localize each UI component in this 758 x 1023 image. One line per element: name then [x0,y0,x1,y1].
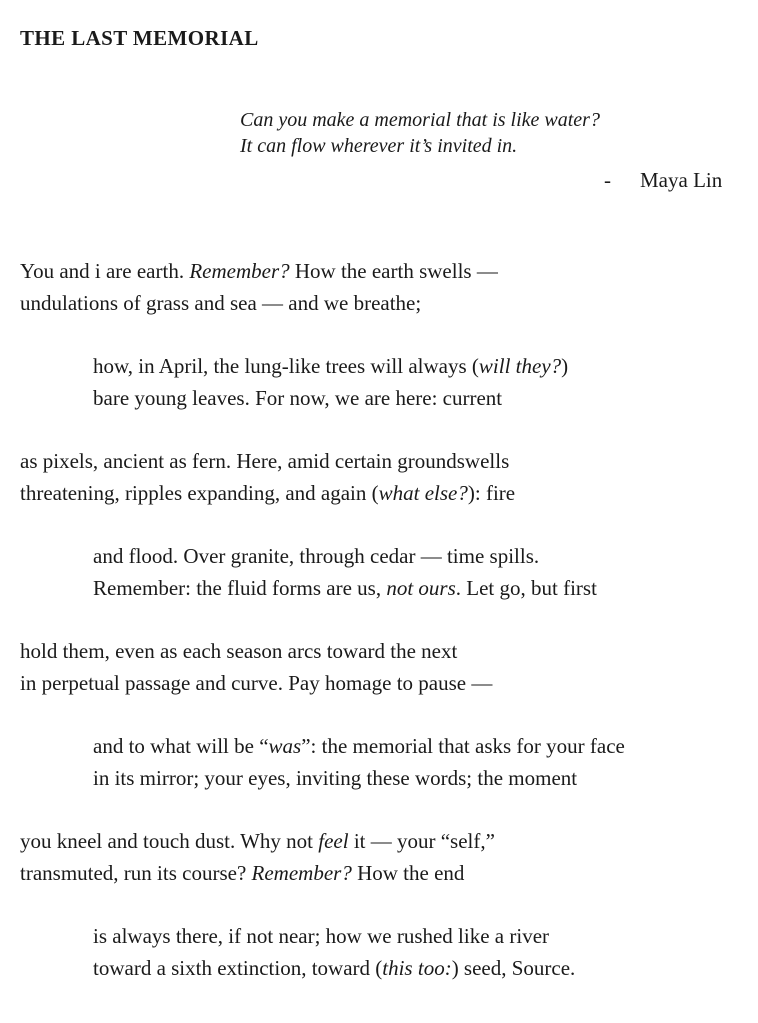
poem-text: ) seed, Source. [451,956,576,980]
poem-text: How the end [351,861,465,885]
poem-text: bare young leaves. For now, we are here: current [93,386,503,410]
stanza [0,255,758,319]
poem-text: you kneel and touch dust. Why not [20,829,319,853]
stanza [0,635,758,699]
poem-text: Remember: the fluid forms are us, [93,576,387,600]
poem-text: You and i are earth. [20,259,190,283]
stanza [0,540,758,604]
epigraph [240,107,600,159]
poem-line [0,667,758,699]
poem-line [0,287,758,319]
poem-text: how, in April, the lung-like trees will always ( [93,354,479,378]
poem-text: How the earth swells — [289,259,498,283]
stanza [0,730,758,794]
attribution-name: Maya Lin [640,168,723,192]
poem-text: in its mirror; your eyes, inviting these words; the moment [93,766,578,790]
epigraph-attribution [604,167,722,193]
poem-text: ”: the memorial that asks for your face [301,734,625,758]
emphasis-text: will they? [478,354,562,378]
poem-line [0,762,758,794]
stanza [0,445,758,509]
emphasis-text: what else? [378,481,468,505]
poem-text: transmuted, run its course? [20,861,252,885]
poem-text: and flood. Over granite, through cedar — time spills. [93,544,540,568]
poem-text: and to what will be “ [93,734,269,758]
stanza [0,920,758,984]
epigraph-line: Can you make a memorial that is like water? [240,109,600,131]
poem-line [0,540,758,572]
emphasis-text: was [268,734,302,758]
emphasis-text: Remember? [189,259,290,283]
stanza [0,825,758,889]
poem-text: hold them, even as each season arcs toward the next [20,639,458,663]
poem-line [0,382,758,414]
poem-line [0,857,758,889]
poem-text: is always there, if not near; how we rushed like a river [93,924,550,948]
poem-text: ) [561,354,569,378]
emphasis-text: Remember? [251,861,352,885]
poem-text: it — your “self,” [348,829,495,853]
poem-text: threatening, ripples expanding, and again ( [20,481,379,505]
page-title: THE LAST MEMORIAL [20,26,259,51]
poem-text: in perpetual passage and curve. Pay homage to pause — [20,671,493,695]
poem-line [0,255,758,287]
poem-body [0,255,758,984]
emphasis-text: this too: [382,956,452,980]
poem-text: undulations of grass and sea — and we breathe; [20,291,422,315]
poem-line [0,445,758,477]
poem-text: ): fire [467,481,516,505]
poem-line [0,350,758,382]
poem-line [0,825,758,857]
poem-text: toward a sixth extinction, toward ( [93,956,383,980]
epigraph-line: It can flow wherever it’s invited in. [240,135,518,157]
stanza [0,350,758,414]
poem-line [0,730,758,762]
poem-line [0,477,758,509]
poem-line [0,920,758,952]
emphasis-text: feel [318,829,349,853]
poem-line [0,952,758,984]
poem-text: as pixels, ancient as fern. Here, amid certain groundswells [20,449,510,473]
poem-line [0,572,758,604]
emphasis-text: not ours [386,576,456,600]
poem-line [0,635,758,667]
attribution-dash: - [604,168,611,192]
poem-text: . Let go, but first [455,576,597,600]
